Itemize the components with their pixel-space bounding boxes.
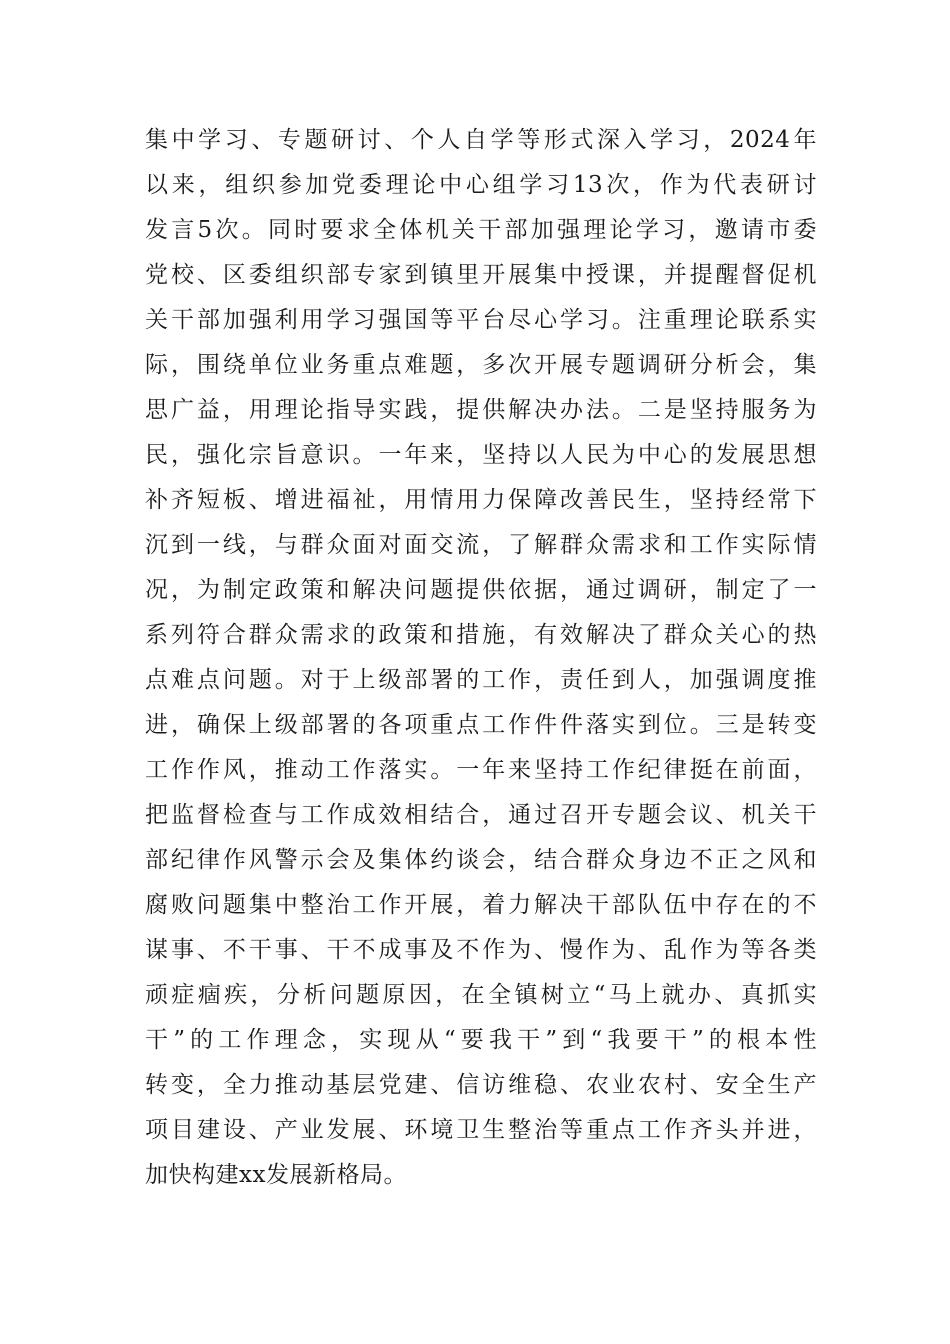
body-paragraph [145,118,817,1198]
text-line: 工作作风，推动工作落实。一年来坚持工作纪律挺在前面， [145,757,817,783]
text-line: 进，确保上级部署的各项重点工作件件落实到位。三是转变 [145,712,817,738]
text-line: 转变，全力推动基层党建、信访维稳、农业农村、安全生产 [145,1072,817,1098]
text-line: 以来，组织参加党委理论中心组学习13次，作为代表研讨 [145,172,817,198]
text-line: 党校、区委组织部专家到镇里开展集中授课，并提醒督促机 [145,262,817,288]
text-line: 腐败问题集中整治工作开展，着力解决干部队伍中存在的不 [145,892,817,918]
text-line: 际，围绕单位业务重点难题，多次开展专题调研分析会，集 [145,352,817,378]
text-line: 谋事、不干事、干不成事及不作为、慢作为、乱作为等各类 [145,937,817,963]
text-line: 集中学习、专题研讨、个人自学等形式深入学习，2024年 [145,127,817,153]
text-line: 沉到一线，与群众面对面交流，了解群众需求和工作实际情 [145,532,817,558]
text-line: 民，强化宗旨意识。一年来，坚持以人民为中心的发展思想 [145,442,817,468]
text-line: 思广益，用理论指导实践，提供解决办法。二是坚持服务为 [145,397,817,423]
text-line: 补齐短板、增进福祉，用情用力保障改善民生，坚持经常下 [145,487,817,513]
text-line: 系列符合群众需求的政策和措施，有效解决了群众关心的热 [145,622,817,648]
text-line: 顽症痼疾，分析问题原因，在全镇树立“马上就办、真抓实 [145,982,817,1008]
text-line: 关干部加强利用学习强国等平台尽心学习。注重理论联系实 [145,307,817,333]
text-line: 发言5次。同时要求全体机关干部加强理论学习，邀请市委 [145,217,817,243]
text-line: 况，为制定政策和解决问题提供依据，通过调研，制定了一 [145,577,817,603]
text-line: 部纪律作风警示会及集体约谈会，结合群众身边不正之风和 [145,847,817,873]
text-line: 点难点问题。对于上级部署的工作，责任到人，加强调度推 [145,667,817,693]
text-line-last: 加快构建xx发展新格局。 [145,1162,407,1188]
text-line: 干”的工作理念，实现从“要我干”到“我要干”的根本性 [145,1027,817,1053]
text-line: 项目建设、产业发展、环境卫生整治等重点工作齐头并进， [145,1117,817,1143]
text-line: 把监督检查与工作成效相结合，通过召开专题会议、机关干 [145,802,817,828]
